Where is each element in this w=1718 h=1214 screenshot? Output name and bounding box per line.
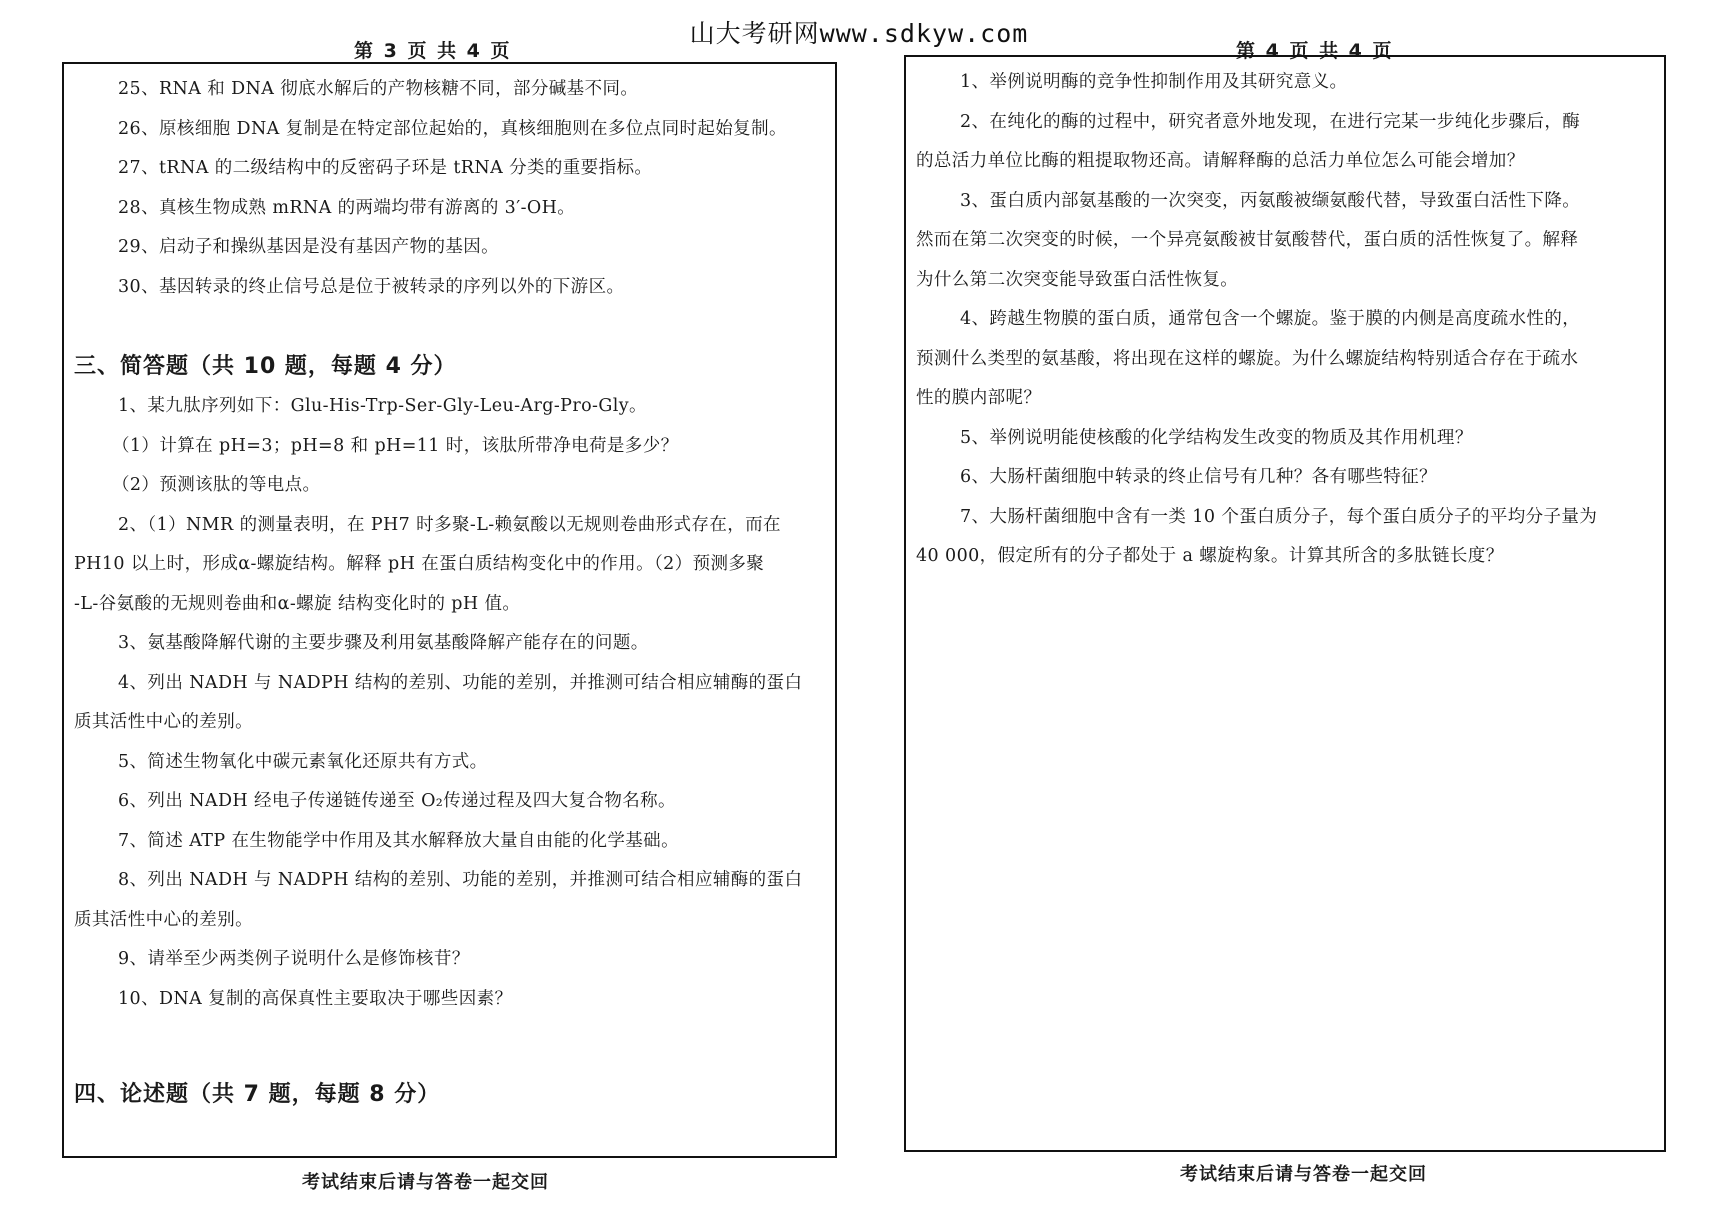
section-3-title: 三、简答题（共 10 题，每题 4 分）	[74, 354, 457, 379]
question-8-line-2: 质其活性中心的差别。	[74, 909, 253, 930]
essay-question-6: 6、大肠杆菌细胞中转录的终止信号有几种？各有哪些特征？	[960, 467, 1437, 487]
left-page-header: 第 3 页 共 4 页	[354, 40, 512, 62]
tf-item-28: 28、真核生物成熟 mRNA 的两端均带有游离的 3′-OH。	[118, 197, 576, 218]
question-3: 3、氨基酸降解代谢的主要步骤及利用氨基酸降解产能存在的问题。	[118, 633, 649, 653]
essay-question-7-line-1: 7、大肠杆菌细胞中含有一类 10 个蛋白质分子，每个蛋白质分子的平均分子量为	[960, 506, 1598, 527]
question-1a: （1）计算在 pH=3；pH=8 和 pH=11 时，该肽所带净电荷是多少？	[112, 435, 679, 456]
question-2-line-3: -L-谷氨酸的无规则卷曲和α-螺旋 结构变化时的 pH 值。	[74, 593, 521, 614]
tf-item-29: 29、启动子和操纵基因是没有基因产物的基因。	[118, 237, 500, 257]
question-1b: （2）预测该肽的等电点。	[112, 475, 321, 495]
tf-item-26: 26、原核细胞 DNA 复制是在特定部位起始的，真核细胞则在多位点同时起始复制。	[118, 118, 787, 139]
question-7: 7、简述 ATP 在生物能学中作用及其水解释放大量自由能的化学基础。	[118, 830, 679, 851]
essay-question-2-line-1: 2、在纯化的酶的过程中，研究者意外地发现，在进行完某一步纯化步骤后，酶	[960, 111, 1581, 132]
question-4-line-1: 4、列出 NADH 与 NADPH 结构的差别、功能的差别，并推测可结合相应辅酶的蛋白	[118, 672, 803, 693]
section-4-title: 四、论述题（共 7 题，每题 8 分）	[74, 1082, 441, 1107]
essay-question-1: 1、举例说明酶的竞争性抑制作用及其研究意义。	[960, 72, 1348, 92]
essay-question-5: 5、举例说明能使核酸的化学结构发生改变的物质及其作用机理？	[960, 427, 1473, 448]
question-9: 9、请举至少两类例子说明什么是修饰核苷？	[118, 949, 470, 969]
essay-question-3-line-3: 为什么第二次突变能导致蛋白活性恢复。	[916, 269, 1239, 290]
left-page-content	[64, 64, 835, 1115]
essay-question-7-line-2: 40 000，假定所有的分子都处于 a 螺旋构象。计算其所含的多肽链长度？	[916, 546, 1504, 566]
essay-question-2-line-2: 的总活力单位比酶的粗提取物还高。请解释酶的总活力单位怎么可能会增加？	[916, 151, 1525, 171]
question-4-line-2: 质其活性中心的差别。	[74, 712, 253, 732]
site-watermark: 山大考研网www.sdkyw.com	[689, 19, 1029, 48]
question-5: 5、简述生物氧化中碳元素氧化还原共有方式。	[118, 751, 488, 772]
essay-question-3-line-1: 3、蛋白质内部氨基酸的一次突变，丙氨酸被缬氨酸代替，导致蛋白活性下降。	[960, 190, 1581, 211]
left-page-footer: 考试结束后请与答卷一起交回	[302, 1172, 549, 1193]
tf-item-30: 30、基因转录的终止信号总是位于被转录的序列以外的下游区。	[118, 276, 625, 297]
essay-question-3-line-2: 然而在第二次突变的时候，一个异亮氨酸被甘氨酸替代，蛋白质的活性恢复了。解释	[916, 230, 1579, 250]
right-page-content	[906, 57, 1664, 577]
essay-question-4-line-1: 4、跨越生物膜的蛋白质，通常包含一个螺旋。鉴于膜的内侧是高度疏水性的，	[960, 309, 1581, 329]
question-6: 6、列出 NADH 经电子传递链传递至 O₂传递过程及四大复合物名称。	[118, 791, 676, 811]
left-page-frame	[62, 62, 837, 1158]
question-1: 1、某九肽序列如下：Glu-His-Trp-Ser-Gly-Leu-Arg-Pro-Gly。	[118, 396, 647, 416]
tf-item-25: 25、RNA 和 DNA 彻底水解后的产物核糖不同，部分碱基不同。	[118, 79, 639, 99]
right-page-header: 第 4 页 共 4 页	[1236, 40, 1394, 62]
question-2-line-2: PH10 以上时，形成α-螺旋结构。解释 pH 在蛋白质结构变化中的作用。（2）预测多聚	[74, 554, 765, 574]
essay-question-4-line-2: 预测什么类型的氨基酸，将出现在这样的螺旋。为什么螺旋结构特别适合存在于疏水	[916, 348, 1579, 369]
right-page-frame	[904, 55, 1666, 1152]
question-8-line-1: 8、列出 NADH 与 NADPH 结构的差别、功能的差别，并推测可结合相应辅酶的蛋白	[118, 870, 803, 890]
essay-question-4-line-3: 性的膜内部呢？	[916, 388, 1042, 408]
tf-item-27: 27、tRNA 的二级结构中的反密码子环是 tRNA 分类的重要指标。	[118, 158, 653, 178]
question-10: 10、DNA 复制的高保真性主要取决于哪些因素？	[118, 988, 513, 1009]
question-2-line-1: 2、（1）NMR 的测量表明，在 PH7 时多聚-L-赖氨酸以无规则卷曲形式存在，而在	[118, 514, 781, 535]
right-page-footer: 考试结束后请与答卷一起交回	[1180, 1164, 1427, 1185]
